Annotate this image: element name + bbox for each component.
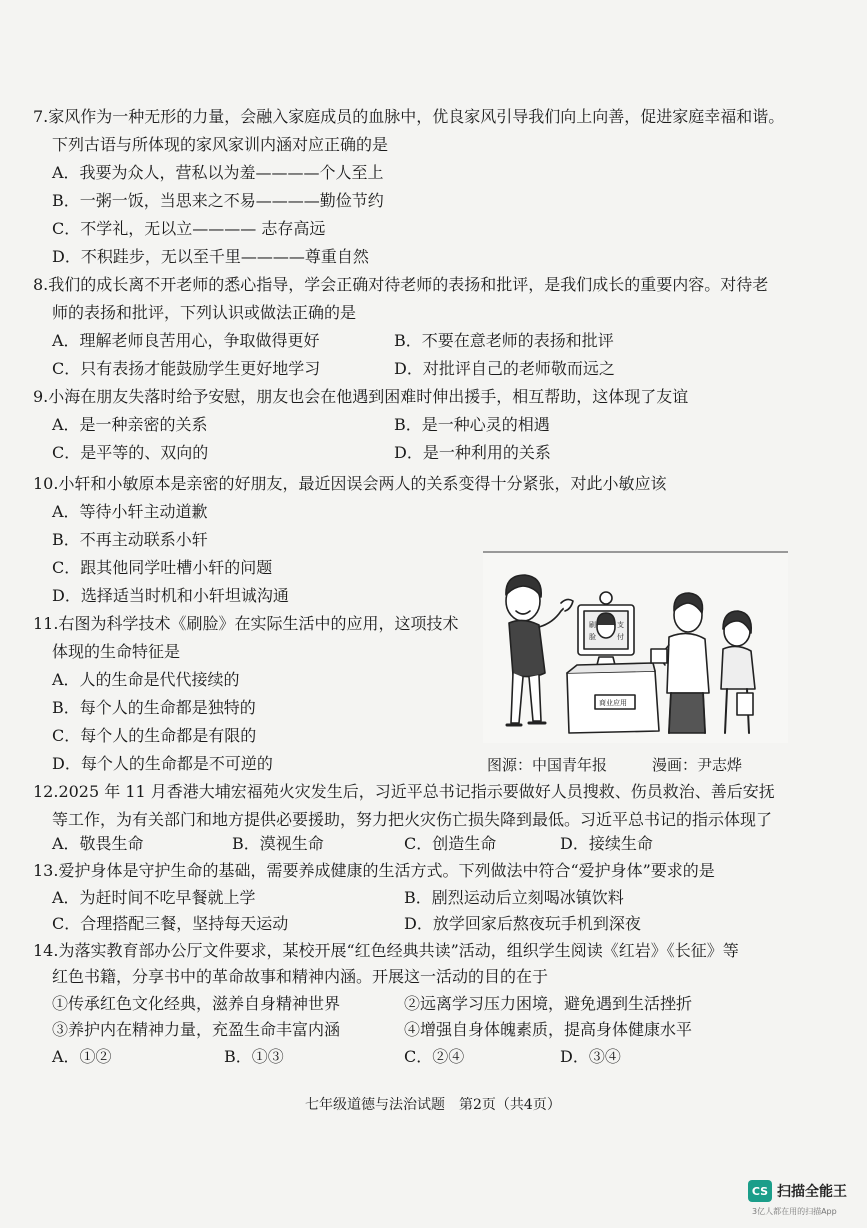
q12-option-c: C．创造生命 — [404, 834, 497, 853]
q9-stem: 9.小海在朋友失落时给予安慰，朋友也会在他遇到困难时伸出援手，相互帮助，这体现了友谊 — [33, 387, 689, 406]
q7-option-c: C．不学礼，无以立———— 志存高远 — [52, 219, 326, 238]
q8-option-b: B．不要在意老师的表扬和批评 — [394, 331, 614, 350]
q12-option-a: A．敬畏生命 — [52, 834, 144, 853]
q14-option-b: B．①③ — [224, 1047, 284, 1066]
caption-source: 图源：中国青年报 — [487, 756, 608, 774]
q14-option-d: D．③④ — [560, 1047, 621, 1066]
q9-option-d: D．是一种利用的关系 — [394, 443, 551, 462]
q13-option-d: D．放学回家后熬夜玩手机到深夜 — [404, 914, 641, 933]
q10-option-b: B．不再主动联系小轩 — [52, 530, 208, 549]
q9-option-b: B．是一种心灵的相遇 — [394, 415, 550, 434]
q7-stem-line1: 7.家风作为一种无形的力量，会融入家庭成员的血脉中，优良家风引导我们向上向善，促进家庭幸福和谐。 — [33, 107, 785, 126]
screen-char-1: 刷 — [589, 621, 596, 629]
q12-option-b: B．漠视生命 — [232, 834, 324, 853]
q14-option-a: A．①② — [52, 1047, 112, 1066]
q14-statement-1: ①传承红色文化经典，滋养自身精神世界 — [52, 994, 341, 1013]
q7-option-b: B．一粥一饭，当思来之不易————勤俭节约 — [52, 191, 384, 210]
q13-stem: 13.爱护身体是守护生命的基础，需要养成健康的生活方式。下列做法中符合“爱护身体”要求的是 — [33, 861, 715, 880]
scanner-badge — [748, 1178, 847, 1204]
q8-stem-line2: 师的表扬和批评，下列认识或做法正确的是 — [52, 303, 357, 322]
scanner-badge-subtitle: 3亿人都在用的扫描App — [752, 1207, 837, 1216]
q14-statement-3: ③养护内在精神力量，充盈生命丰富内涵 — [52, 1020, 341, 1039]
screen-char-3: 支 — [617, 621, 624, 629]
q7-option-a: A．我要为众人，营私以为羞————个人至上 — [52, 163, 384, 182]
q14-option-c: C．②④ — [404, 1047, 465, 1066]
q7-stem-line2: 下列古语与所体现的家风家训内涵对应正确的是 — [52, 135, 389, 154]
screen-char-2: 脸 — [589, 633, 596, 641]
q11-option-b: B．每个人的生命都是独特的 — [52, 698, 256, 717]
q11-option-c: C．每个人的生命都是有限的 — [52, 726, 257, 745]
q7-option-d: D．不积跬步，无以至千里————尊重自然 — [52, 247, 369, 266]
cs-scanner-icon: CS — [748, 1180, 772, 1202]
q8-option-a: A．理解老师良苦用心，争取做得更好 — [52, 331, 320, 350]
q10-option-d: D．选择适当时机和小轩坦诚沟通 — [52, 586, 289, 605]
q13-option-a: A．为赶时间不吃早餐就上学 — [52, 888, 256, 907]
q11-option-d: D．每个人的生命都是不可逆的 — [52, 754, 273, 773]
q10-option-c: C．跟其他同学吐槽小轩的问题 — [52, 558, 273, 577]
q12-stem-line2: 等工作，为有关部门和地方提供必要援助，努力把火灾伤亡损失降到最低。习近平总书记的指示体现了 — [52, 810, 773, 829]
q8-option-d: D．对批评自己的老师敬而远之 — [394, 359, 615, 378]
scanner-badge-title: 扫描全能王 — [777, 1184, 847, 1200]
page-footer: 七年级道德与法治试题 第2页（共4页） — [305, 1097, 561, 1113]
q9-option-c: C．是平等的、双向的 — [52, 443, 209, 462]
q14-statement-2: ②远离学习压力困境，避免遇到生活挫折 — [404, 994, 693, 1013]
q13-option-b: B．剧烈运动后立刻喝冰镇饮料 — [404, 888, 624, 907]
q10-option-a: A．等待小轩主动道歉 — [52, 502, 208, 521]
q11-stem-line2: 体现的生命特征是 — [52, 642, 181, 661]
q10-stem: 10.小轩和小敏原本是亲密的好朋友，最近因误会两人的关系变得十分紧张，对此小敏应该 — [33, 474, 667, 493]
q11-stem-line1: 11.右图为科学技术《刷脸》在实际生活中的应用，这项技术 — [33, 614, 459, 633]
face-scan-cartoon — [483, 551, 788, 743]
q14-statement-4: ④增强自身体魄素质，提高身体健康水平 — [404, 1020, 693, 1039]
q14-stem-line2: 红色书籍，分享书中的革命故事和精神内涵。开展这一活动的目的在于 — [52, 967, 549, 986]
q12-stem-line1: 12.2025 年 11 月香港大埔宏福苑火灾发生后，习近平总书记指示要做好人员搜救、伤员救治、善后安抚 — [33, 782, 775, 801]
q8-option-c: C．只有表扬才能鼓励学生更好地学习 — [52, 359, 321, 378]
cartoon-drawing — [483, 553, 788, 743]
q9-option-a: A．是一种亲密的关系 — [52, 415, 208, 434]
kiosk-label: 商业应用 — [599, 699, 627, 707]
q13-option-c: C．合理搭配三餐，坚持每天运动 — [52, 914, 289, 933]
caption-artist: 漫画：尹志烨 — [652, 756, 743, 774]
q12-option-d: D．接续生命 — [560, 834, 653, 853]
q11-option-a: A．人的生命是代代接续的 — [52, 670, 240, 689]
q8-stem-line1: 8.我们的成长离不开老师的悉心指导，学会正确对待老师的表扬和批评，是我们成长的重要内容。对待老 — [33, 275, 769, 294]
screen-char-4: 付 — [617, 633, 624, 641]
q14-stem-line1: 14.为落实教育部办公厅文件要求，某校开展“红色经典共读”活动，组织学生阅读《红岩》《长征》等 — [33, 941, 739, 960]
